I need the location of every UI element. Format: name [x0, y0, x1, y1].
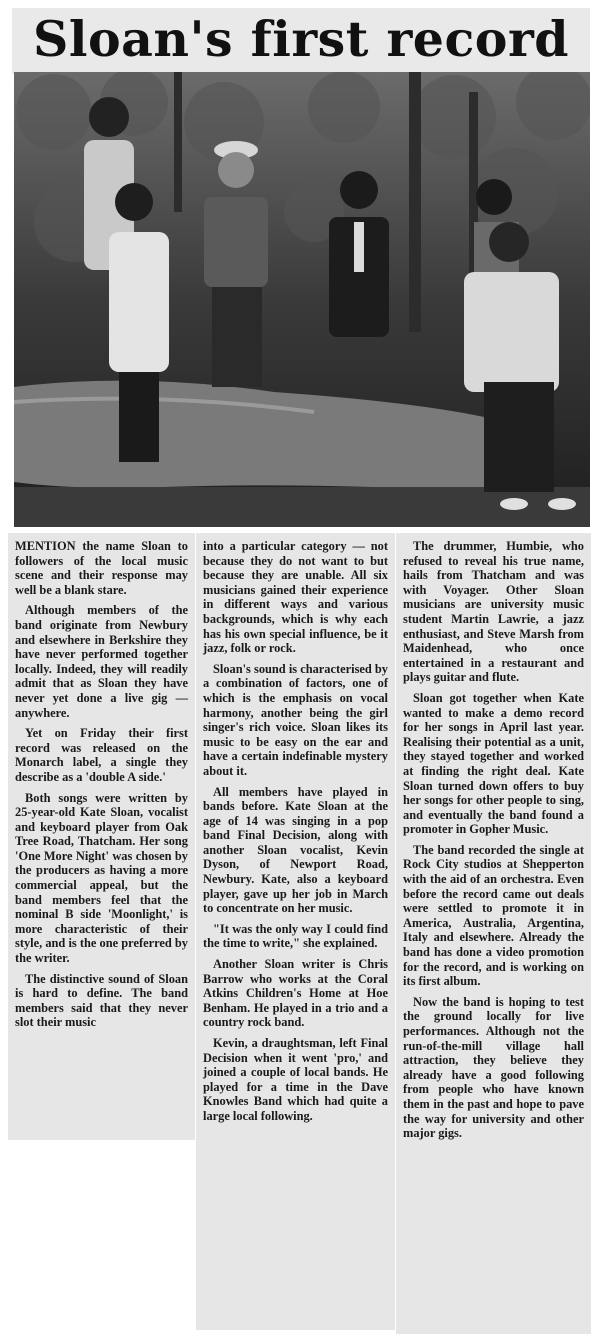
paragraph: Sloan got together when Kate wanted to make a demo record for her songs in April last year. Realising their potential as a unit, they stayed together and worked at finding the right deal. Kate Sloan turned down offers to buy her songs for other people to sing, and eventually the band found a promoter in Gopher Music. [403, 690, 584, 837]
paragraph: The distinctive sound of Sloan is hard to define. The band members said that they never slot their music [15, 971, 188, 1030]
article-column-2 [196, 533, 395, 1330]
paragraph: Although members of the band originate from Newbury and elsewhere in Berkshire they have never performed together locally. Indeed, they will readily admit that as Sloan they have never yet done a live gig — anywhere. [15, 603, 188, 720]
paragraph: Both songs were written by 25-year-old Kate Sloan, vocalist and keyboard player from Oak Tree Road, Thatcham. Her song 'One More Night' was chosen by the producers as having a more commercial appeal, but the band members feel that the nominal B side 'Moonlight,' is more characteristic of their style, and is the one preferred by the writer. [15, 790, 188, 966]
article-column-3 [396, 533, 591, 1334]
band-photo [14, 72, 590, 527]
article-column-1 [8, 533, 195, 1140]
paragraph: The band recorded the single at Rock City studios at Shepperton with the aid of an orchestra. Even before the record came out deals were settled to promote it in America, Australia, Argentina, Italy and elsewhere. Already the band has done a video promotion for the record, and is working on its first album. [403, 842, 584, 989]
paragraph: Kevin, a draughtsman, left Final Decision when it went 'pro,' and joined a couple of local bands. He played for a time in the Dave Knowles Band which had quite a large local following. [203, 1036, 388, 1123]
paragraph: Yet on Friday their first record was released on the Monarch label, a single they describe as a 'double A side.' [15, 726, 188, 784]
paragraph: Sloan's sound is characterised by a combination of factors, one of which is the emphasis on vocal harmony, another being the girl singer's rich voice. Sloan likes its music to be easy on the ear and have a certain indefinable mystery about it. [203, 661, 388, 778]
paragraph: The drummer, Humbie, who refused to reveal his true name, hails from Thatcham and was with Voyager. Other Sloan musicians are university music student Martin Lawrie, a jazz enthusiast, and Steve Marsh from Maidenhead, who once entertained in a restaurant and plays guitar and flute. [403, 539, 584, 685]
paragraph: "It was the only way I could find the time to write," she explained. [203, 921, 388, 951]
paragraph: Now the band is hoping to test the ground locally for live performances. Although not the run-of-the-mill village hall attraction, they believe they already have a good following from people who have known them in the past and hope to pave the way for university and other major gigs. [403, 994, 584, 1141]
paragraph: MENTION the name Sloan to followers of the local music scene and their response may well be a blank stare. [15, 539, 188, 597]
paragraph: Another Sloan writer is Chris Barrow who works at the Coral Atkins Children's Home at Hoe Benham. He played in a trio and a country rock band. [203, 957, 388, 1030]
headline-box [12, 8, 590, 74]
headline: Sloan's first record [32, 10, 570, 68]
paragraph: into a particular category — not because they do not want to but because they are unable. All six musicians gained their experience in different ways and various backgrounds, which is why each has his own special influence, be it jazz, folk or rock. [203, 539, 388, 656]
paragraph: All members have played in bands before. Kate Sloan at the age of 14 was singing in a pop band Final Decision, along with another Sloan vocalist, Kevin Dyson, of Newport Road, Newbury. Kate, also a keyboard player, gave up her job in March to concentrate on her music. [203, 784, 388, 916]
band-photo-icon [14, 72, 590, 527]
